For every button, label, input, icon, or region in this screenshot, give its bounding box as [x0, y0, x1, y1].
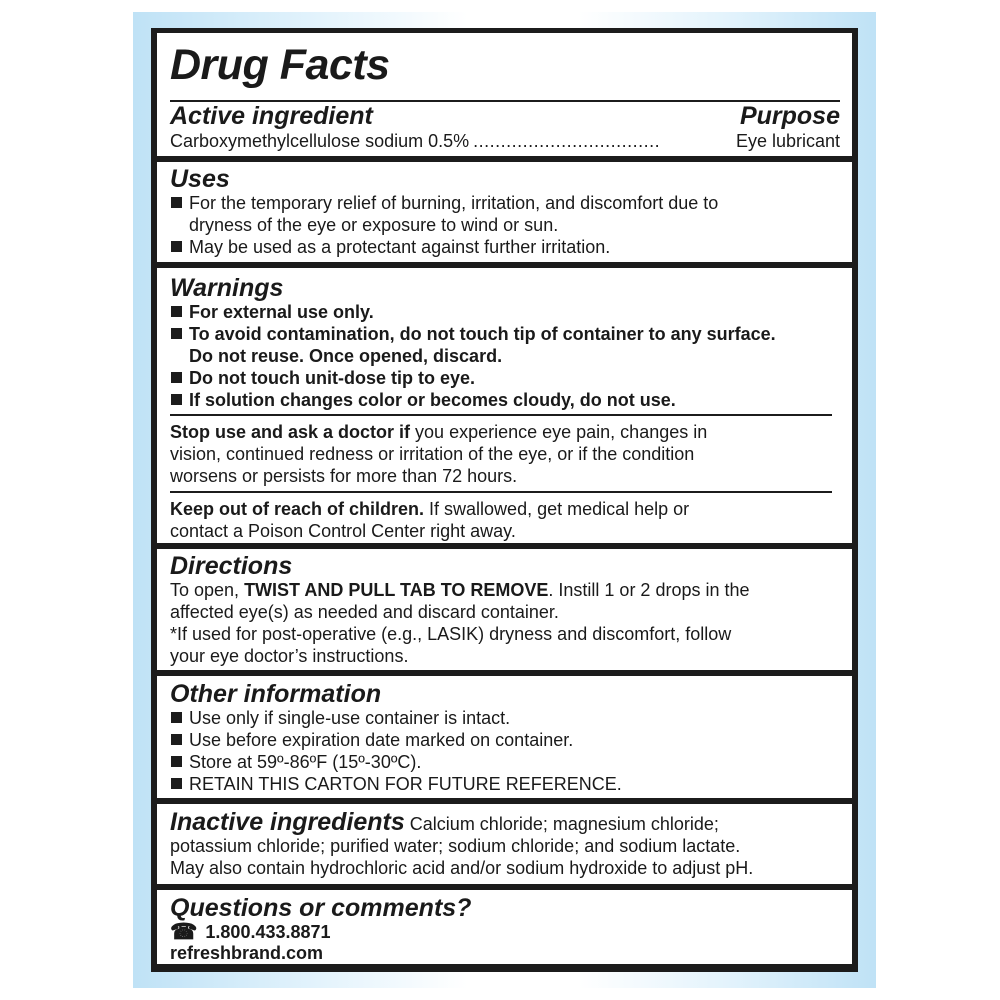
- list-item: [170, 192, 840, 214]
- active-ingredient-heading: Active ingredient: [170, 102, 373, 130]
- list-item: [170, 773, 840, 795]
- list-item-text: May be used as a protectant against further irritation.: [189, 237, 611, 257]
- keep-out-text: contact a Poison Control Center right away.: [170, 521, 516, 541]
- warnings-heading: Warnings: [170, 274, 284, 302]
- inactive-ingredients-box: [157, 804, 852, 884]
- list-item: [170, 367, 840, 389]
- phone-icon: ☎: [170, 919, 198, 944]
- bullet-icon: [171, 712, 182, 723]
- bullet-icon: [171, 394, 182, 405]
- list-item-text: Do not touch unit-dose tip to eye.: [189, 368, 475, 388]
- stop-use-text: vision, continued redness or irritation of the eye, or if the condition: [170, 444, 695, 464]
- active-ingredient-row: [170, 130, 840, 152]
- bullet-icon: [171, 756, 182, 767]
- inactive-line: May also contain hydrochloric acid and/or sodium hydroxide to adjust pH.: [170, 858, 754, 878]
- active-ingredient-box: [157, 33, 852, 156]
- other-information-list: [170, 707, 840, 795]
- bullet-icon: [171, 328, 182, 339]
- directions-line: *If used for post-operative (e.g., LASIK) dryness and discomfort, follow: [170, 624, 732, 644]
- list-item: [170, 301, 840, 323]
- warnings-box: [157, 268, 852, 543]
- list-item-text: RETAIN THIS CARTON FOR FUTURE REFERENCE.: [189, 774, 622, 794]
- stop-use-text: worsens or persists for more than 72 hours.: [170, 466, 518, 486]
- list-item-text: Store at 59º-86ºF (15º-30ºC).: [189, 752, 422, 772]
- stop-use-paragraph: [170, 421, 840, 487]
- list-item-continuation: Do not reuse. Once opened, discard.: [189, 346, 503, 366]
- other-information-box: [157, 676, 852, 798]
- inactive-line: Calcium chloride; magnesium chloride;: [404, 814, 719, 834]
- directions-line: To open,: [170, 580, 245, 600]
- phone-row: [170, 921, 840, 943]
- warnings-list: [170, 301, 840, 411]
- keep-out-paragraph: [170, 498, 840, 542]
- bullet-icon: [171, 734, 182, 745]
- questions-heading: Questions or comments?: [170, 894, 472, 922]
- uses-list: [170, 192, 840, 258]
- list-item: [170, 236, 840, 258]
- directions-emphasis: TWIST AND PULL TAB TO REMOVE: [244, 580, 549, 600]
- bullet-icon: [171, 306, 182, 317]
- list-item-text: For external use only.: [189, 302, 374, 322]
- stop-use-text: you experience eye pain, changes in: [410, 422, 708, 442]
- phone-number[interactable]: 1.800.433.8871: [205, 922, 331, 942]
- list-item-text: For the temporary relief of burning, irritation, and discomfort due to: [189, 193, 719, 213]
- inactive-ingredients-heading: Inactive ingredients: [170, 808, 405, 836]
- uses-box: [157, 162, 852, 262]
- bullet-icon: [171, 778, 182, 789]
- list-item: [170, 729, 840, 751]
- stop-use-label: Stop use and ask a doctor if: [170, 422, 411, 442]
- active-heading-row: [170, 103, 840, 129]
- directions-text: [170, 579, 840, 667]
- leader-dots: ..................................: [473, 131, 661, 151]
- warnings-divider: [170, 491, 832, 493]
- directions-line: affected eye(s) as needed and discard container.: [170, 602, 559, 622]
- list-item-text: If solution changes color or becomes cloudy, do not use.: [189, 390, 676, 410]
- ingredient-purpose: Eye lubricant: [735, 131, 840, 151]
- list-item: [170, 323, 840, 345]
- list-item-text: Use only if single-use container is intact.: [189, 708, 511, 728]
- inactive-line: potassium chloride; purified water; sodium chloride; and sodium lactate.: [170, 836, 741, 856]
- directions-line: your eye doctor’s instructions.: [170, 646, 409, 666]
- bullet-icon: [171, 197, 182, 208]
- questions-box: [157, 890, 852, 964]
- list-item: [170, 707, 840, 729]
- list-item-continuation: dryness of the eye or exposure to wind or sun.: [189, 215, 559, 235]
- purpose-heading: Purpose: [739, 102, 840, 130]
- website-link[interactable]: refreshbrand.com: [170, 943, 324, 963]
- directions-box: [157, 549, 852, 670]
- uses-heading: Uses: [170, 165, 230, 193]
- bullet-icon: [171, 241, 182, 252]
- directions-heading: Directions: [170, 552, 293, 580]
- list-item-text: To avoid contamination, do not touch tip of container to any surface.: [189, 324, 776, 344]
- directions-line: . Instill 1 or 2 drops in the: [548, 580, 750, 600]
- other-information-heading: Other information: [170, 680, 382, 708]
- list-item: [170, 389, 840, 411]
- bullet-icon: [171, 372, 182, 383]
- keep-out-text: If swallowed, get medical help or: [424, 499, 690, 519]
- drug-facts-title: Drug Facts: [170, 41, 390, 89]
- keep-out-label: Keep out of reach of children.: [170, 499, 425, 519]
- ingredient-name: Carboxymethylcellulose sodium 0.5%: [170, 131, 470, 151]
- drug-facts-panel: [151, 28, 858, 972]
- list-item: [170, 751, 840, 773]
- warnings-divider: [170, 414, 832, 416]
- inactive-ingredients-text: [170, 809, 840, 879]
- list-item-text: Use before expiration date marked on container.: [189, 730, 574, 750]
